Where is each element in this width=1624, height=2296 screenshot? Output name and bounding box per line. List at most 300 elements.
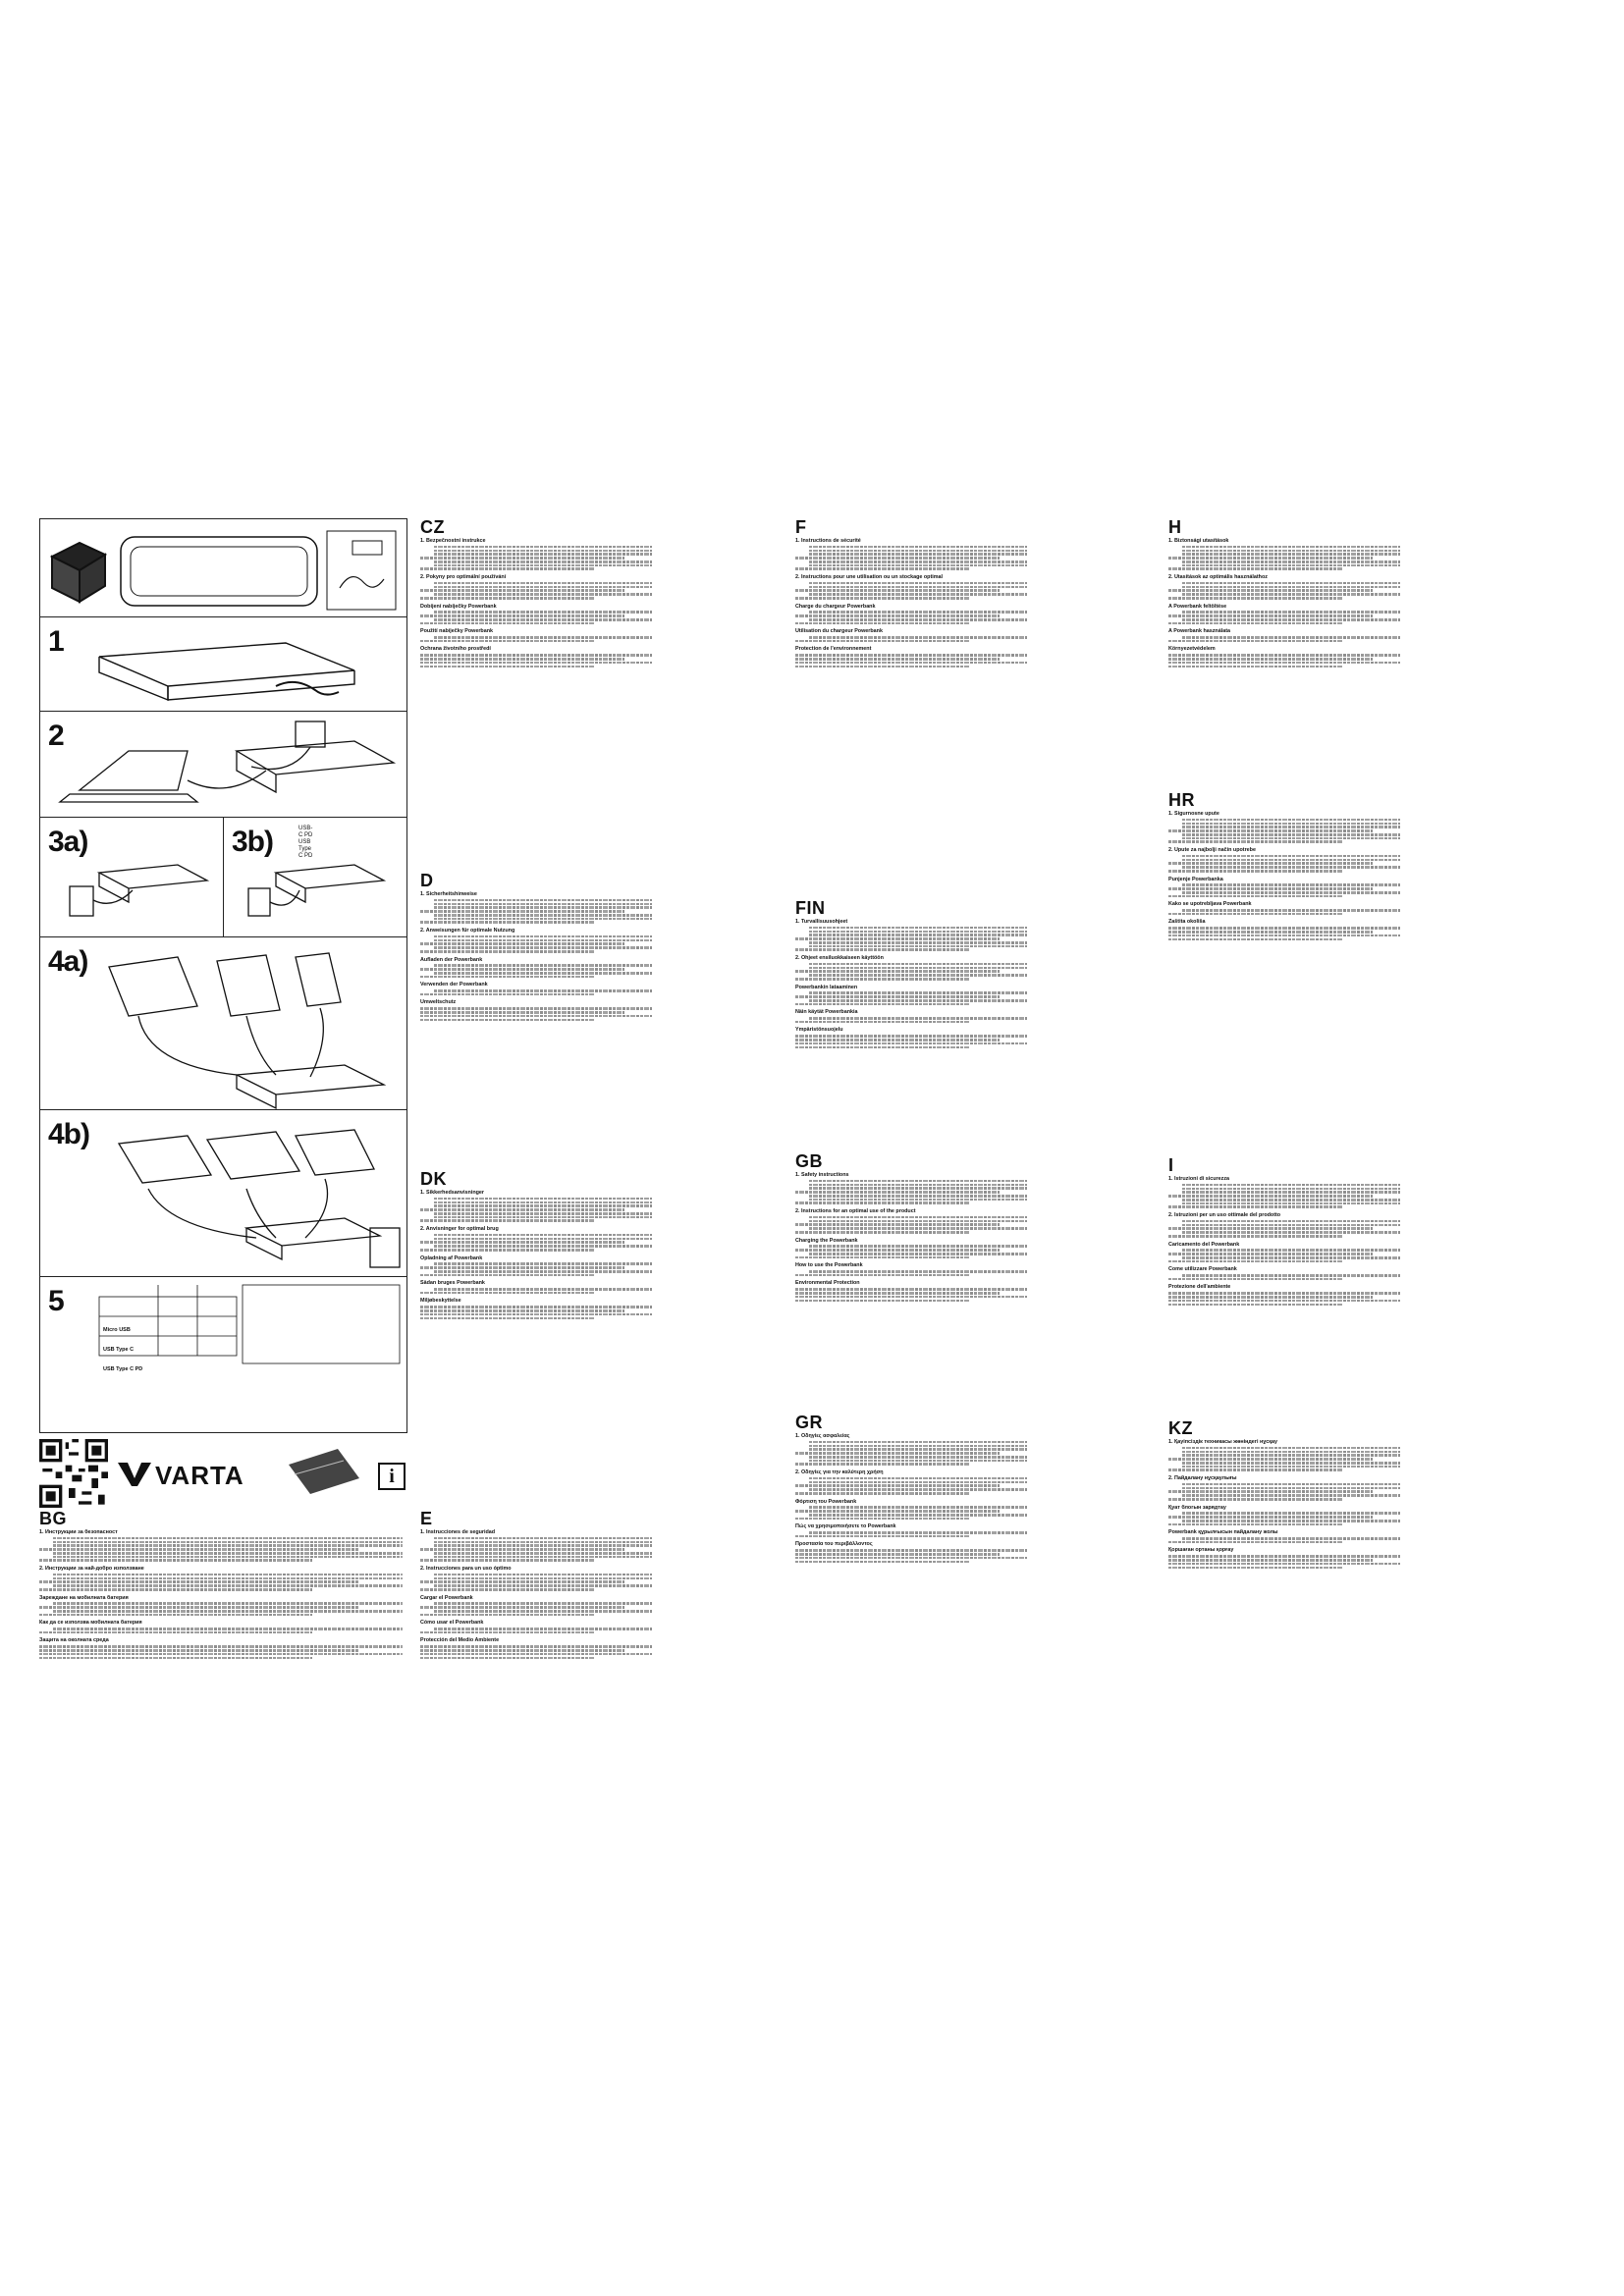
- body-text-line: [795, 614, 1000, 617]
- body-text-line: [420, 1317, 594, 1320]
- body-text-line: [809, 1187, 1027, 1190]
- section-gb-5: [795, 1280, 1027, 1302]
- language-code-kz: KZ: [1168, 1418, 1193, 1438]
- body-text-line: [420, 1588, 594, 1591]
- body-text-line: [1182, 859, 1400, 862]
- step-number-2: 2: [48, 720, 64, 752]
- body-text-line: [1182, 1520, 1400, 1522]
- body-text-line: [1182, 546, 1400, 549]
- body-text-line: [1182, 586, 1400, 589]
- body-text-line: [420, 654, 652, 657]
- body-text-line: [809, 1195, 1027, 1198]
- body-text-line: [1168, 1300, 1400, 1303]
- lang-column-h: [1168, 518, 1400, 671]
- body-text-line: [420, 1580, 624, 1583]
- press-button-illustration: [40, 617, 406, 712]
- body-text-line: [1182, 909, 1400, 912]
- body-text-line: [809, 1460, 1027, 1463]
- body-text-line: [809, 927, 1027, 930]
- section-bg-3: [39, 1595, 403, 1617]
- body-text-line: [1168, 1541, 1342, 1544]
- body-text-line: [795, 1553, 1000, 1556]
- body-text-line: [809, 1199, 1027, 1201]
- lang-column-hr: [1168, 791, 1400, 944]
- section-heading: Protection de l'environnement: [795, 646, 872, 653]
- section-heading: Environmental Protection: [795, 1280, 860, 1287]
- compat-row-usb-c: USB Type C: [103, 1347, 135, 1353]
- section-gr-4: [795, 1523, 1027, 1537]
- section-heading: Charge du chargeur Powerbank: [795, 603, 876, 610]
- section-heading: Dobíjení nabíječky Powerbank: [420, 603, 497, 610]
- language-code-fin: FIN: [795, 898, 826, 918]
- body-text-line: [1168, 913, 1342, 916]
- body-text-line: [1168, 1260, 1342, 1263]
- body-text-line: [795, 1557, 1027, 1560]
- body-text-line: [1168, 1523, 1342, 1526]
- body-text-line: [795, 589, 1000, 592]
- body-text-line: [1182, 1537, 1400, 1540]
- body-text-line: [434, 553, 652, 556]
- varta-brand-logo: VARTA: [155, 1461, 244, 1490]
- body-text-line: [1182, 582, 1400, 585]
- section-d-4: [420, 982, 652, 995]
- illustration-panel-4b: [40, 1110, 406, 1277]
- section-gb-3: [795, 1238, 1027, 1259]
- body-text-line: [795, 1549, 1027, 1552]
- body-text-line: [53, 1544, 403, 1547]
- body-text-line: [1182, 636, 1400, 639]
- body-text-line: [1182, 1249, 1400, 1252]
- charging-laptop-illustration: [40, 712, 406, 818]
- illustration-panel-3: [40, 818, 406, 937]
- body-text-line: [39, 1588, 312, 1591]
- body-text-line: [434, 964, 652, 967]
- body-text-line: [809, 1448, 1027, 1451]
- section-dk-2: [420, 1226, 652, 1252]
- body-text-line: [809, 561, 1027, 563]
- section-e-4: [420, 1620, 652, 1633]
- body-text-line: [809, 1514, 1027, 1517]
- body-text-line: [809, 546, 1027, 549]
- body-text-line: [39, 1606, 359, 1609]
- body-text-line: [1182, 1512, 1400, 1515]
- section-heading: Caricamento del Powerbank: [1168, 1241, 1240, 1248]
- section-gr-3: [795, 1499, 1027, 1521]
- body-text-line: [1182, 1494, 1400, 1497]
- body-text-line: [809, 1220, 1027, 1223]
- body-text-line: [1168, 895, 1342, 898]
- section-heading: 2. Instructions pour une utilisation ou un stockage optimal: [795, 574, 944, 581]
- body-text-line: [1182, 618, 1400, 621]
- section-f-2: [795, 574, 1027, 600]
- body-text-line: [795, 1463, 969, 1466]
- body-text-line: [39, 1559, 312, 1562]
- body-text-line: [795, 1296, 1027, 1299]
- section-heading: Προστασία του περιβάλλοντος: [795, 1541, 873, 1548]
- body-text-line: [1168, 658, 1373, 661]
- charging-phones-illustration: [40, 1110, 406, 1277]
- body-text-line: [795, 597, 969, 600]
- section-heading: Protección del Medio Ambiente: [420, 1637, 500, 1644]
- body-text-line: [809, 553, 1027, 556]
- body-text-line: [1168, 1563, 1400, 1566]
- section-dk-4: [420, 1280, 652, 1294]
- body-text-line: [420, 666, 594, 668]
- section-h-4: [1168, 628, 1400, 642]
- step-number-5: 5: [48, 1285, 64, 1317]
- body-text-line: [809, 1180, 1027, 1183]
- body-text-line: [795, 1561, 969, 1564]
- body-text-line: [1182, 561, 1400, 563]
- body-text-line: [39, 1653, 403, 1656]
- charging-devices-illustration: [40, 937, 406, 1110]
- section-fin-2: [795, 955, 1027, 981]
- body-text-line: [53, 1602, 403, 1605]
- body-text-line: [1182, 1191, 1400, 1194]
- body-text-line: [434, 1628, 652, 1630]
- body-text-line: [1168, 662, 1400, 665]
- section-kz-3: [1168, 1505, 1400, 1526]
- section-fin-1: [795, 919, 1027, 951]
- body-text-line: [809, 1456, 1027, 1459]
- body-text-line: [809, 586, 1027, 589]
- body-text-line: [53, 1610, 403, 1613]
- section-heading: A Powerbank feltöltése: [1168, 603, 1227, 610]
- body-text-line: [795, 1535, 969, 1538]
- section-cz-3: [420, 604, 652, 625]
- language-code-i: I: [1168, 1155, 1174, 1175]
- body-text-line: [809, 1488, 1027, 1491]
- body-text-line: [434, 989, 652, 992]
- body-text-line: [1168, 1195, 1373, 1198]
- body-text-line: [795, 654, 1027, 657]
- lang-column-cz: [420, 518, 652, 671]
- body-text-line: [795, 1292, 1000, 1295]
- illustration-footer: [39, 1433, 407, 1510]
- section-i-4: [1168, 1266, 1400, 1280]
- body-text-line: [420, 567, 594, 570]
- section-heading: 2. Anweisungen für optimale Nutzung: [420, 928, 515, 934]
- body-text-line: [1168, 1296, 1373, 1299]
- body-text-line: [434, 1574, 652, 1576]
- body-text-line: [434, 1262, 652, 1265]
- section-hr-1: [1168, 811, 1400, 843]
- body-text-line: [1168, 640, 1342, 643]
- compat-row-micro-usb: Micro USB: [103, 1327, 131, 1333]
- body-text-line: [420, 597, 594, 600]
- body-text-line: [434, 903, 652, 906]
- body-text-line: [434, 1577, 652, 1580]
- body-text-line: [809, 963, 1027, 966]
- body-text-line: [434, 906, 652, 909]
- body-text-line: [434, 935, 652, 938]
- section-heading: 1. Safety instructions: [795, 1172, 849, 1178]
- section-heading: 2. Ohjeet ensiluokkaiseen käyttöön: [795, 955, 884, 962]
- section-heading: 1. Instrucciones de seguridad: [420, 1529, 496, 1535]
- body-text-line: [434, 918, 652, 921]
- body-text-line: [1168, 567, 1342, 570]
- body-text-line: [420, 640, 594, 643]
- body-text-line: [434, 564, 652, 567]
- section-heading: Verwenden der Powerbank: [420, 982, 488, 988]
- section-d-2: [420, 928, 652, 953]
- body-text-line: [1168, 1468, 1342, 1471]
- body-text-line: [809, 934, 1027, 936]
- section-heading: Защита на околната среда: [39, 1637, 109, 1644]
- section-heading: A Powerbank használata: [1168, 628, 1231, 635]
- section-f-3: [795, 604, 1027, 625]
- body-text-line: [420, 658, 624, 661]
- body-text-line: [1182, 1224, 1400, 1227]
- section-heading: 2. Instrucciones para un uso óptimo: [420, 1566, 512, 1573]
- section-dk-3: [420, 1255, 652, 1277]
- body-text-line: [1168, 1304, 1342, 1307]
- section-heading: 1. Қауіпсіздік техникасы жөніндегі нұсқау: [1168, 1439, 1277, 1445]
- body-text-line: [420, 1548, 624, 1551]
- section-heading: Cómo usar el Powerbank: [420, 1620, 484, 1627]
- section-heading: Πώς να χρησιμοποιήσετε το Powerbank: [795, 1523, 896, 1530]
- body-text-line: [420, 1309, 624, 1312]
- body-text-line: [53, 1552, 403, 1555]
- section-heading: Қоршаған ортаны қорғау: [1168, 1547, 1234, 1554]
- body-text-line: [420, 1559, 594, 1562]
- section-heading: Зареждане на мобилната батерия: [39, 1594, 129, 1601]
- body-text-line: [420, 1313, 652, 1316]
- body-text-line: [39, 1580, 359, 1583]
- section-gr-5: [795, 1541, 1027, 1563]
- language-code-dk: DK: [420, 1169, 447, 1189]
- body-text-line: [1168, 840, 1342, 843]
- body-text-line: [420, 1606, 624, 1609]
- section-cz-4: [420, 628, 652, 642]
- section-heading: 2. Anvisninger for optimal brug: [420, 1226, 499, 1233]
- body-text-line: [809, 1184, 1027, 1187]
- body-text-line: [434, 1584, 652, 1587]
- body-text-line: [809, 1445, 1027, 1448]
- body-text-line: [1182, 826, 1400, 828]
- body-text-line: [809, 1481, 1027, 1484]
- body-text-line: [1182, 1487, 1400, 1490]
- solar-charging-illustration: [285, 1445, 363, 1504]
- section-e-2: [420, 1566, 652, 1591]
- body-text-line: [1168, 1205, 1342, 1208]
- section-h-3: [1168, 604, 1400, 625]
- section-cz-1: [420, 538, 652, 570]
- body-text-line: [795, 1003, 969, 1006]
- usb-pd-note-line-2: USB Type C PD: [298, 839, 313, 859]
- step-number-4b: 4b): [48, 1118, 89, 1150]
- body-text-line: [1182, 1188, 1400, 1191]
- body-text-line: [420, 662, 652, 665]
- body-text-line: [809, 593, 1027, 596]
- section-heading: Näin käytät Powerbankia: [795, 1009, 858, 1016]
- body-text-line: [795, 1046, 969, 1049]
- body-text-line: [1168, 1235, 1342, 1238]
- body-text-line: [809, 1441, 1027, 1444]
- body-text-line: [1168, 1567, 1342, 1570]
- section-bg-2: [39, 1566, 403, 1591]
- body-text-line: [434, 1270, 652, 1273]
- body-text-line: [809, 991, 1027, 994]
- body-text-line: [39, 1657, 312, 1660]
- body-text-line: [1168, 622, 1342, 625]
- body-text-line: [1182, 550, 1400, 553]
- section-gb-1: [795, 1172, 1027, 1204]
- language-code-f: F: [795, 517, 807, 537]
- body-text-line: [795, 1039, 1000, 1041]
- body-text-line: [1182, 1451, 1400, 1454]
- body-text-line: [809, 974, 1027, 977]
- body-text-line: [420, 557, 624, 560]
- body-text-line: [1182, 553, 1400, 556]
- section-heading: Ochrana životního prostředí: [420, 646, 491, 653]
- body-text-line: [1168, 862, 1373, 865]
- body-text-line: [809, 1531, 1027, 1534]
- language-code-e: E: [420, 1509, 433, 1528]
- section-heading: 1. Sikkerhedsanvisninger: [420, 1190, 485, 1196]
- section-kz-4: [1168, 1529, 1400, 1543]
- body-text-line: [420, 993, 594, 996]
- body-text-line: [434, 1245, 652, 1248]
- body-text-line: [809, 611, 1027, 614]
- body-text-line: [434, 593, 652, 596]
- body-text-line: [434, 1198, 652, 1201]
- section-d-3: [420, 957, 652, 979]
- body-text-line: [434, 914, 652, 917]
- body-text-line: [795, 970, 1000, 973]
- section-heading: 1. Biztonsági utasítások: [1168, 538, 1229, 544]
- body-text-line: [1168, 589, 1373, 592]
- section-hr-3: [1168, 877, 1400, 898]
- body-text-line: [1182, 833, 1400, 836]
- body-text-line: [1182, 1256, 1400, 1259]
- body-text-line: [795, 1191, 1000, 1194]
- section-d-1: [420, 891, 652, 924]
- illustration-panel-5: [40, 1277, 406, 1434]
- body-text-line: [434, 636, 652, 639]
- body-text-line: [1168, 1292, 1400, 1295]
- body-text-line: [809, 1253, 1027, 1255]
- section-i-1: [1168, 1176, 1400, 1208]
- illustration-panel-2: [40, 712, 406, 818]
- section-heading: Aufladen der Powerbank: [420, 956, 483, 963]
- body-text-line: [434, 946, 652, 949]
- lang-column-gb: [795, 1152, 1027, 1306]
- section-e-1: [420, 1529, 652, 1562]
- section-e-3: [420, 1595, 652, 1617]
- body-text-line: [795, 662, 1027, 665]
- body-text-line: [434, 550, 652, 553]
- section-heading: 2. Οδηγίες για την καλύτερη χρήση: [795, 1469, 884, 1476]
- body-text-line: [420, 1219, 594, 1222]
- section-fin-4: [795, 1009, 1027, 1023]
- body-text-line: [795, 1201, 969, 1204]
- section-heading: Punjenje Powerbanka: [1168, 876, 1223, 882]
- body-text-line: [53, 1584, 403, 1587]
- section-i-5: [1168, 1284, 1400, 1306]
- body-text-line: [795, 937, 1000, 940]
- section-f-5: [795, 646, 1027, 667]
- body-text-line: [434, 899, 652, 902]
- body-text-line: [1182, 1184, 1400, 1187]
- body-text-line: [434, 1537, 652, 1540]
- section-e-5: [420, 1637, 652, 1659]
- body-text-line: [434, 1238, 652, 1241]
- body-text-line: [809, 945, 1027, 948]
- body-text-line: [1168, 931, 1373, 934]
- body-text-line: [420, 1019, 594, 1022]
- body-text-line: [1182, 837, 1400, 840]
- body-text-line: [795, 622, 969, 625]
- section-heading: Charging the Powerbank: [795, 1237, 858, 1244]
- lang-column-e: [420, 1510, 652, 1663]
- body-text-line: [420, 910, 624, 913]
- section-heading: 2. Pokyny pro optimální používání: [420, 574, 507, 581]
- compat-table-rows: [103, 1320, 142, 1379]
- body-text-line: [809, 636, 1027, 639]
- body-text-line: [434, 586, 652, 589]
- section-heading: Как да се използва мобилната батерия: [39, 1620, 142, 1627]
- body-text-line: [809, 582, 1027, 585]
- body-text-line: [53, 1537, 403, 1540]
- compat-row-usb-c-pd: USB Type C PD: [103, 1366, 143, 1372]
- body-text-line: [1182, 866, 1400, 869]
- body-text-line: [420, 1614, 594, 1617]
- body-text-line: [809, 1227, 1027, 1230]
- body-text-line: [1182, 1466, 1400, 1468]
- varta-logo-mark-icon: [118, 1463, 151, 1486]
- body-text-line: [420, 1292, 594, 1295]
- body-text-line: [809, 1477, 1027, 1480]
- body-text-line: [53, 1556, 403, 1559]
- body-text-line: [420, 622, 594, 625]
- usb-pd-note-line-1: USB-C PD: [298, 826, 313, 838]
- body-text-line: [1182, 611, 1400, 614]
- section-fin-3: [795, 985, 1027, 1006]
- body-text-line: [809, 1216, 1027, 1219]
- body-text-line: [1168, 1458, 1373, 1461]
- body-text-line: [795, 1300, 969, 1303]
- body-text-line: [809, 564, 1027, 567]
- language-code-gr: GR: [795, 1413, 823, 1432]
- body-text-line: [420, 1007, 652, 1010]
- body-text-line: [809, 550, 1027, 553]
- illustration-panel-4a: [40, 937, 406, 1110]
- section-h-2: [1168, 574, 1400, 600]
- body-text-line: [1168, 1516, 1373, 1519]
- body-text-line: [1182, 819, 1400, 822]
- section-h-5: [1168, 646, 1400, 667]
- body-text-line: [1168, 938, 1342, 941]
- body-text-line: [1182, 1462, 1400, 1465]
- body-text-line: [809, 1506, 1027, 1509]
- body-text-line: [1168, 1253, 1373, 1255]
- body-text-line: [1168, 1490, 1373, 1493]
- body-text-line: [420, 1015, 652, 1018]
- section-heading: Protezione dell'ambiente: [1168, 1284, 1231, 1291]
- body-text-line: [1182, 1199, 1400, 1201]
- body-text-line: [420, 1649, 624, 1652]
- body-text-line: [420, 1266, 624, 1269]
- lang-column-gr: [795, 1414, 1027, 1567]
- section-h-1: [1168, 538, 1400, 570]
- section-hr-2: [1168, 847, 1400, 873]
- body-text-line: [420, 1631, 594, 1634]
- body-text-line: [1168, 597, 1342, 600]
- body-text-line: [420, 1657, 594, 1660]
- body-text-line: [809, 941, 1027, 944]
- section-heading: 1. Istruzioni di sicurezza: [1168, 1176, 1230, 1182]
